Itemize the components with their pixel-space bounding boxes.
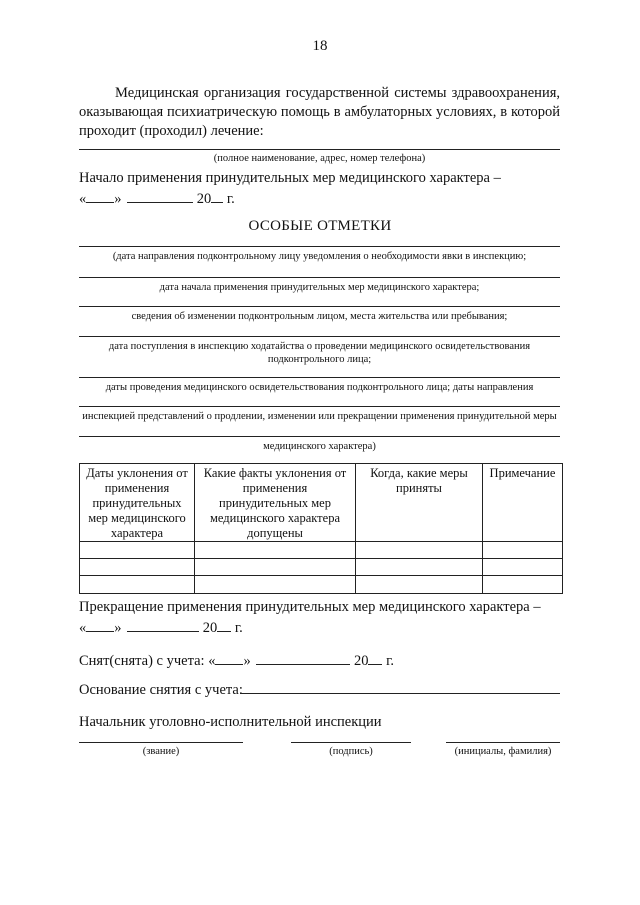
removed-label: Снят(снята) с учета:	[79, 653, 205, 669]
special-notes-heading: ОСОБЫЕ ОТМЕТКИ	[248, 218, 392, 234]
basis-fill-line	[240, 693, 560, 694]
name-caption: (инициалы, фамилия)	[454, 746, 552, 757]
note-caption: инспекцией представлений о продлении, изменении или прекращении применения принудительной меры	[82, 411, 557, 422]
start-date	[79, 188, 379, 209]
table-header-cell: Какие факты уклонения от применения принудительных мер медицинского характера допущены	[195, 464, 356, 542]
year-blank	[217, 617, 231, 632]
table-header-cell: Примечание	[483, 464, 563, 542]
month-blank	[256, 650, 350, 665]
year-prefix: 20	[202, 620, 218, 636]
note-line	[79, 277, 560, 278]
table-cell	[80, 542, 195, 559]
day-blank	[86, 188, 114, 203]
day-blank	[86, 617, 114, 632]
note-caption: (дата направления подконтрольному лицу уведомления о необходимости явки в инспекцию;	[112, 251, 527, 262]
signature-line	[291, 742, 411, 743]
quote-open: «	[79, 191, 87, 207]
month-blank	[127, 188, 193, 203]
note-line	[79, 246, 560, 247]
table-cell	[195, 542, 356, 559]
rank-line	[79, 742, 243, 743]
quote-open: «	[208, 653, 216, 669]
quote-close: »	[243, 653, 251, 669]
table-row	[80, 559, 563, 576]
note-caption: медицинского характера)	[263, 441, 376, 452]
signature-caption: (подпись)	[329, 746, 373, 757]
note-caption: даты проведения медицинского освидетельствования подконтрольного лица; даты направления	[105, 382, 534, 393]
table-cell	[483, 542, 563, 559]
note-caption: подконтрольного лица;	[267, 354, 372, 365]
year-blank	[368, 650, 382, 665]
table-cell	[80, 576, 195, 594]
table-row	[80, 576, 563, 594]
day-blank	[215, 650, 243, 665]
table-header-cell: Когда, какие меры приняты	[356, 464, 483, 542]
page-number: 18	[312, 38, 328, 54]
table-cell	[483, 559, 563, 576]
table-cell	[195, 576, 356, 594]
note-line	[79, 377, 560, 378]
basis-label: Основание снятия с учета:	[79, 682, 243, 698]
note-line	[79, 406, 560, 407]
org-fill-line	[79, 149, 560, 150]
org-paragraph: Медицинская организация государственной системы здравоохранения, оказывающая психиатрическую помощь в амбулаторных условиях, в которой проходит (проходил) лечение:	[79, 85, 560, 139]
termination-date	[79, 617, 399, 638]
start-line: Начало применения принудительных мер медицинского характера –	[79, 170, 501, 186]
table-cell	[195, 559, 356, 576]
evasion-table	[79, 463, 563, 594]
quote-close: »	[114, 191, 122, 207]
table-cell	[356, 576, 483, 594]
table-header-cell: Даты уклонения от применения принудительных мер медицинского характера	[80, 464, 195, 542]
note-caption: сведения об изменении подконтрольным лицом, места жительства или пребывания;	[131, 311, 508, 322]
year-prefix: 20	[196, 191, 212, 207]
note-line	[79, 336, 560, 337]
table-row	[80, 542, 563, 559]
year-suffix: г.	[386, 653, 394, 669]
quote-open: «	[79, 620, 87, 636]
table-cell	[483, 576, 563, 594]
note-caption: дата поступления в инспекцию ходатайства о проведении медицинского освидетельствования	[108, 341, 531, 352]
termination-line: Прекращение применения принудительных мер медицинского характера –	[79, 599, 541, 615]
year-prefix: 20	[353, 653, 369, 669]
org-caption: (полное наименование, адрес, номер телефона)	[213, 153, 426, 164]
name-line	[446, 742, 560, 743]
note-line	[79, 436, 560, 437]
year-blank	[211, 188, 223, 203]
table-cell	[356, 542, 483, 559]
note-line	[79, 306, 560, 307]
rank-caption: (звание)	[142, 746, 180, 757]
table-header-row	[80, 464, 563, 542]
year-suffix: г.	[234, 620, 243, 636]
table-cell	[80, 559, 195, 576]
table-cell	[356, 559, 483, 576]
year-suffix: г.	[226, 191, 235, 207]
signature-title: Начальник уголовно-исполнительной инспекции	[79, 714, 382, 730]
month-blank	[127, 617, 199, 632]
removed-line	[79, 650, 479, 671]
quote-close: »	[114, 620, 122, 636]
note-caption: дата начала применения принудительных мер медицинского характера;	[159, 282, 480, 293]
